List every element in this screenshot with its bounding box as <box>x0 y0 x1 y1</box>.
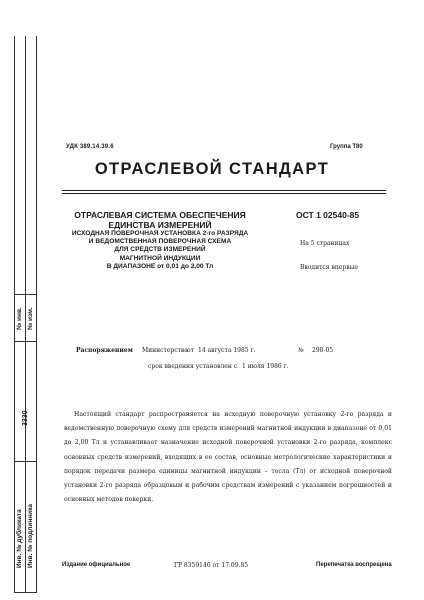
subject-line: МАГНИТНОЙ ИНДУКЦИИ <box>119 254 201 262</box>
page-count: На 5 страницах <box>300 240 350 247</box>
udk-code: УДК 389.14.39.6 <box>66 144 114 150</box>
margin-line <box>36 36 37 592</box>
margin-line <box>14 592 37 593</box>
subject-line: ДЛЯ СРЕДСТВ ИЗМЕРЕНИЙ <box>114 246 206 254</box>
page-title: ОТРАСЛЕВОЙ СТАНДАРТ <box>94 160 330 178</box>
title-rule-top <box>62 190 386 191</box>
margin-line <box>25 36 26 592</box>
order-number: 298-05 <box>312 347 334 354</box>
group-code: Группа Т80 <box>330 144 363 150</box>
margin-line <box>14 294 37 295</box>
margin-original-label: Инв. № подлинника <box>27 503 34 568</box>
reprint-note: Перепечатка воспрещена <box>316 562 392 568</box>
margin-line <box>14 36 15 592</box>
ost-code: ОСТ 1 02540-85 <box>296 210 360 220</box>
margin-inv-label: № инв. <box>16 307 23 330</box>
title-rule-bottom <box>62 193 386 194</box>
order-no-label: № <box>298 347 304 354</box>
margin-line <box>14 461 37 462</box>
body-paragraph: Настоящий стандарт распространяется на исходную поверочную установку 2-го разряда и ведомственную поверочную схему для средств измерений магнитной индукции в диапазоне от 0,01 до 2,00 Тл и устанавливает назначение исходной поверочной установки 2-го разряда, комплекс основных средств измерений, входящих в ее состав, основные метрологические характеристики и порядок передачи размера единицы магнитной индукции – тесла (Тл) от исходной поверочной установки 2-го разряда образцовым и рабочим средствам измерений с указанием погрешностей и основных методов поверки. <box>64 411 392 504</box>
subject-line: ИСХОДНАЯ ПОВЕРОЧНАЯ УСТАНОВКА 2-го РАЗРЯДА <box>71 230 249 237</box>
introduced-note: Вводится впервые <box>300 264 358 271</box>
subject-line: И ВЕДОМСТВЕННАЯ ПОВЕРОЧНАЯ СХЕМА <box>88 238 232 246</box>
order-from: от <box>187 347 194 354</box>
order-label: Распоряжением <box>76 347 133 354</box>
margin-line <box>14 341 37 342</box>
subject-line: В ДИАПАЗОНЕ от 0,01 до 2,00 Тл <box>106 262 214 270</box>
subject-block <box>60 210 260 271</box>
deadline-label: срок введения установлен с <box>148 363 238 370</box>
deadline-date: 1 июля 1986 г. <box>242 363 289 370</box>
order-date: 14 августа 1985 г. <box>198 347 256 354</box>
subject-line: ОТРАСЛЕВАЯ СИСТЕМА ОБЕСПЕЧЕНИЯ <box>74 210 246 220</box>
edition-label: Издание официальное <box>62 562 131 568</box>
margin-izm-label: № изм. <box>27 307 34 330</box>
inventory-number: 3330 <box>22 410 29 426</box>
order-ministry: Министерства <box>142 347 188 354</box>
registration-number: ГР 8359146 от 17.09.85 <box>174 562 249 569</box>
margin-duplicate-label: Инв. № дубликата <box>16 509 23 568</box>
subject-line: ЕДИНСТВА ИЗМЕРЕНИЙ <box>108 220 212 230</box>
